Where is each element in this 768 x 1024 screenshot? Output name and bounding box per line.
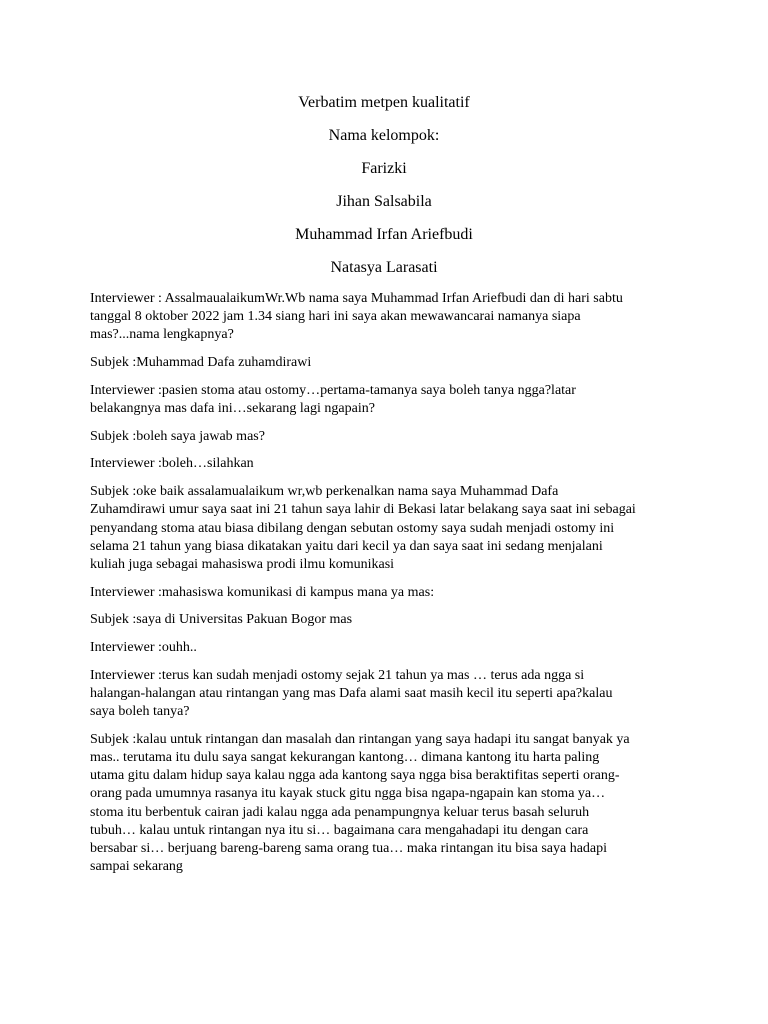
transcript-paragraph: Subjek :oke baik assalamualaikum wr,wb perkenalkan nama saya Muhammad Dafa Zuhamdirawi umur saya saat ini 21 tahun saya lahir di Bekasi latar belakang saya saat ini sebagai penyandang stoma atau biasa dibilang dengan sebutan ostomy saya sudah menjadi ostomy ini selama 21 tahun yang biasa dikatakan yaitu dari kecil ya dan saya saat ini sedang menjalani kuliah juga sebagai mahasiswa prodi ilmu komunikasi [90, 484, 636, 572]
transcript-paragraph: Subjek :saya di Universitas Pakuan Bogor mas [90, 612, 353, 628]
group-member: Farizki [361, 160, 407, 177]
transcript-paragraph: Interviewer :pasien stoma atau ostomy…pertama-tamanya saya boleh tanya ngga?latar belakangnya mas dafa ini…sekarang lagi ngapain? [90, 382, 576, 417]
transcript-paragraph: Interviewer :boleh…silahkan [90, 456, 254, 472]
transcript-paragraph: Interviewer : AssalmaualaikumWr.Wb nama saya Muhammad Irfan Ariefbudi dan di hari sabtu tanggal 8 oktober 2022 jam 1.34 siang hari ini saya akan mewawancarai namanya siapa mas?...nama lengkapnya? [90, 291, 623, 343]
transcript-paragraph: Interviewer :mahasiswa komunikasi di kampus mana ya mas: [90, 584, 435, 600]
group-member: Muhammad Irfan Ariefbudi [295, 226, 473, 243]
group-member: Natasya Larasati [330, 259, 438, 276]
group-label: Nama kelompok: [328, 127, 440, 144]
transcript-body [90, 290, 684, 886]
transcript-paragraph: Interviewer :terus kan sudah menjadi ostomy sejak 21 tahun ya mas … terus ada ngga si halangan-halangan atau rintangan yang mas Dafa alami saat masih kecil itu seperti apa?kalau saya boleh tanya? [90, 667, 613, 720]
group-member: Jihan Salsabila [336, 193, 432, 210]
document-header [0, 93, 768, 291]
document-title: Verbatim metpen kualitatif [298, 94, 470, 111]
transcript-paragraph: Interviewer :ouhh.. [90, 640, 197, 656]
transcript-paragraph: Subjek :Muhammad Dafa zuhamdirawi [90, 355, 312, 371]
transcript-paragraph: Subjek :boleh saya jawab mas? [90, 428, 265, 444]
transcript-paragraph: Subjek :kalau untuk rintangan dan masalah dan rintangan yang saya hadapi itu sangat banyak ya mas.. terutama itu dulu saya sangat kekurangan kantong… dimana kantong itu harta paling utama gitu dalam hidup saya kalau ngga ada kantong saya ngga bisa beraktifitas seperti orang- orang pada umumnya rasanya itu kayak stuck gitu ngga bisa ngapa-ngapain kan stoma ya… stoma itu berbentuk cairan jadi kalau ngga ada penampungnya keluar terus basah seluruh tubuh… kalau untuk rintangan nya itu si… bagaimana cara mengahadapi itu dengan cara bersabar si… berjuang bareng-bareng sama orang tua… maka rintangan itu bisa saya hadapi sampai sekarang [90, 731, 630, 875]
